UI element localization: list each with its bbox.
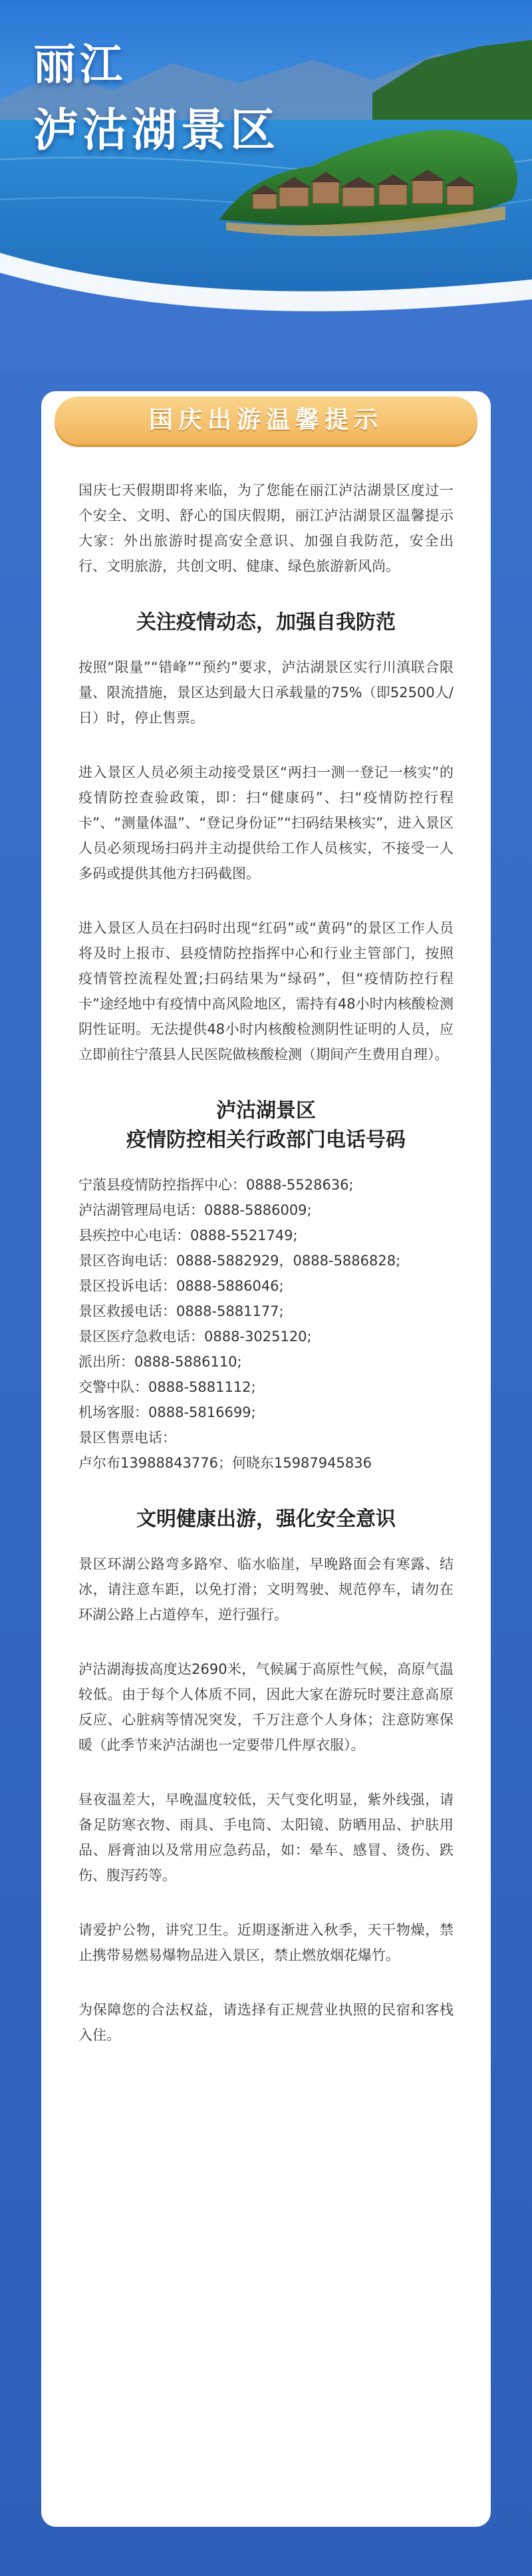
phone-list-item: 县疾控中心电话：0888-5521749;: [78, 1227, 298, 1243]
phone-list-item: 景区医疗急救电话：0888-3025120;: [78, 1329, 312, 1345]
article-body: [78, 478, 454, 2077]
hero-banner: [0, 0, 532, 373]
phone-list-item: 交警中队：0888-5881112;: [78, 1379, 256, 1395]
section1-heading: 关注疫情动态，加强自我防范: [136, 611, 396, 634]
section2-heading: [78, 1096, 454, 1155]
section3-paragraph: 为保障您的合法权益，请选择有正规营业执照的民宿和客栈入住。: [78, 2002, 454, 2043]
section3-paragraph: 昼夜温差大，早晚温度较低，天气变化明显，紫外线强，请备足防寒衣物、雨具、手电筒、太阳镜、防晒用品、护肤用品、唇膏油以及常用应急药品，如：晕车、感冒、烫伤、跌伤、腹泻药等。: [78, 1792, 454, 1883]
section3-paragraph: 景区环湖公路弯多路窄、临水临崖，早晚路面会有寒露、结冰，请注意车距，以免打滑；文明驾驶、规范停车，请勿在环湖公路上占道停车，逆行强行。: [78, 1556, 454, 1623]
section3-heading: 文明健康出游，强化安全意识: [136, 1508, 396, 1531]
phone-list-item: 卢尔布13988843776；何晓东15987945836: [78, 1455, 372, 1471]
intro-paragraph: 国庆七天假期即将来临，为了您能在丽江泸沽湖景区度过一个安全、文明、舒心的国庆假期，丽江泸沽湖景区温馨提示大家：外出旅游时提高安全意识、加强自我防范，安全出行、文明旅游，共创文明、健康、绿色旅游新风尚。: [78, 482, 454, 574]
phone-list-item: 机场客服：0888-5816699;: [78, 1404, 256, 1420]
phone-list-item: 派出所：0888-5886110;: [78, 1354, 242, 1370]
section1-paragraph: 按照“限量”“错峰”“预约”要求，泸沽湖景区实行川滇联合限量、限流措施，景区达到最大日承载量的75%（即52500人/日）时，停止售票。: [78, 659, 454, 726]
section2-heading-line1: 泸沽湖景区: [216, 1099, 316, 1122]
section3-paragraph: 泸沽湖海拔高度达2690米，气候属于高原性气候，高原气温较低。由于每个人体质不同，因此大家在游玩时要注意高原反应、心脏病等情况突发，千万注意个人身体；注意防寒保暖（此季节来泸沽湖也一定要带几件厚衣服）。: [78, 1661, 454, 1753]
section3-paragraph: 请爱护公物，讲究卫生。近期逐渐进入秋季，天干物燥，禁止携带易燃易爆物品进入景区，禁止燃放烟花爆竹。: [78, 1922, 454, 1963]
phone-list-item: 景区投诉电话：0888-5886046;: [78, 1278, 284, 1294]
section2-heading-line2: 疫情防控相关行政部门电话号码: [126, 1128, 406, 1152]
phone-list-item: 景区咨询电话：0888-5882929，0888-5886828;: [78, 1253, 401, 1269]
phone-list-item: 景区救援电话：0888-5881177;: [78, 1303, 284, 1319]
section1-paragraph: 进入景区人员必须主动接受景区“两扫一测一登记一核实”的疫情防控查验政策，即：扫“健康码”、扫“疫情防控行程卡”、“测量体温”、“登记身份证”“扫码结果核实”，进入景区人员必须现场扫码并主动提供给工作人员核实，不接受一人多码或提供其他方扫码截图。: [78, 764, 454, 882]
phone-list-item: 景区售票电话：: [78, 1430, 176, 1446]
phone-list-item: 泸沽湖管理局电话：0888-5886009;: [78, 1202, 312, 1218]
phone-list: [78, 1172, 454, 1476]
hero-title-line1: 丽江: [33, 41, 126, 90]
section1-paragraph: 进入景区人员在扫码时出现“红码”或“黄码”的景区工作人员将及时上报市、县疫情防控指挥中心和行业主管部门，按照疫情管控流程处置;扫码结果为“绿码”，但“疫情防控行程卡”途经地中有疫情中高风险地区，需持有48小时内核酸检测阴性证明。无法提供48小时内核酸检测阴性证明的人员，应立即前往宁蒗县人民医院做核酸检测（期间产生费用自理）。: [78, 920, 454, 1062]
hero-title-line2: 泸沽湖景区: [33, 104, 280, 157]
phone-list-item: 宁蒗县疫情防控指挥中心：0888-5528636;: [78, 1177, 354, 1193]
notice-banner: [55, 397, 477, 444]
notice-banner-label: 国庆出游温馨提示: [148, 406, 383, 434]
